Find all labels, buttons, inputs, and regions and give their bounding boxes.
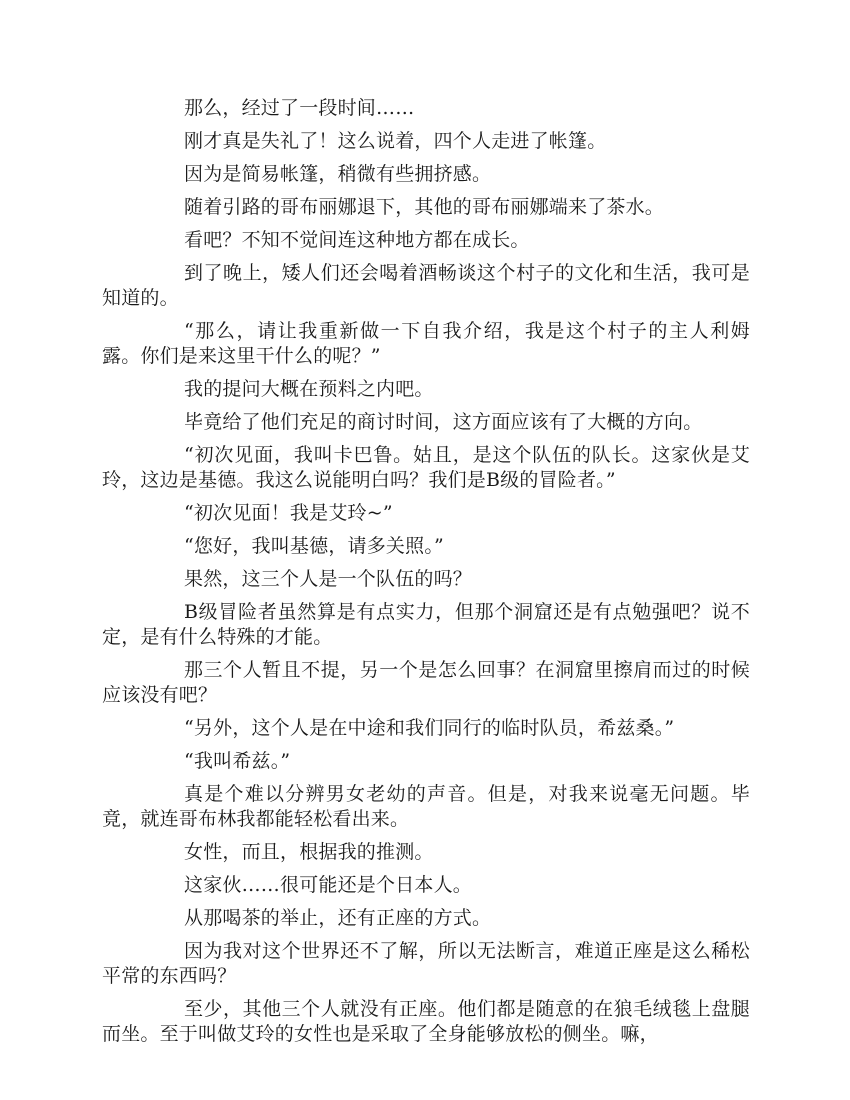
paragraph: 随着引路的哥布丽娜退下，其他的哥布丽娜端来了茶水。 (184, 196, 665, 218)
paragraph: “另外，这个人是在中途和我们同行的临时队员，希兹桑。” (184, 717, 675, 739)
paragraph: 看吧？不知不觉间连这种地方都在成长。 (184, 229, 530, 251)
paragraph: 我的提问大概在预料之内吧。 (184, 378, 434, 400)
paragraph: 毕竟给了他们充足的商讨时间，这方面应该有了大概的方向。 (184, 411, 703, 433)
paragraph: 真是个难以分辨男女老幼的声音。但是，对我来说毫无问题。毕竟，就连哥布林我都能轻松看出来。 (102, 783, 750, 830)
paragraph: 到了晚上，矮人们还会喝着酒畅谈这个村子的文化和生活，我可是知道的。 (102, 262, 750, 309)
paragraph: 从那喝茶的举止，还有正座的方式。 (184, 907, 492, 929)
paragraph: “那么，请让我重新做一下自我介绍，我是这个村子的主人利姆露。你们是来这里干什么的呢？” (102, 320, 750, 367)
paragraph: “我叫希兹。” (184, 750, 291, 772)
paragraph: 因为是简易帐篷，稍微有些拥挤感。 (184, 163, 492, 185)
paragraph: B级冒险者虽然算是有点实力，但那个洞窟还是有点勉强吧？说不定，是有什么特殊的才能。 (102, 601, 750, 648)
paragraph: 这家伙……很可能还是个日本人。 (184, 874, 473, 896)
paragraph: 因为我对这个世界还不了解，所以无法断言，难道正座是这么稀松平常的东西吗？ (102, 940, 750, 987)
paragraph: “初次见面！我是艾玲~” (184, 502, 393, 524)
paragraph: 女性，而且，根据我的推测。 (184, 841, 434, 863)
paragraph: “您好，我叫基德，请多关照。” (184, 535, 444, 557)
paragraph: 那三个人暂且不提，另一个是怎么回事？在洞窟里擦肩而过的时候应该没有吧？ (102, 659, 750, 706)
paragraph: 至少，其他三个人就没有正座。他们都是随意的在狼毛绒毯上盘腿而坐。至于叫做艾玲的女性也是采取了全身能够放松的侧坐。嘛， (102, 998, 750, 1045)
paragraph: “初次见面，我叫卡巴鲁。姑且，是这个队伍的队长。这家伙是艾玲，这边是基德。我这么说能明白吗？我们是B级的冒险者。” (102, 444, 750, 491)
paragraph: 果然，这三个人是一个队伍的吗？ (184, 568, 473, 590)
paragraph: 那么，经过了一段时间…… (184, 97, 415, 119)
document-page (102, 96, 750, 1055)
paragraph: 刚才真是失礼了！这么说着，四个人走进了帐篷。 (184, 130, 607, 152)
